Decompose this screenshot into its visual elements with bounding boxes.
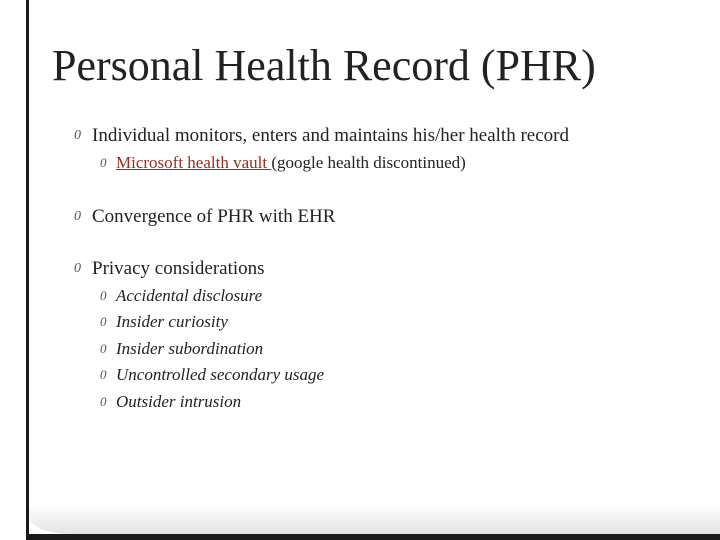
- left-frame-bar: [0, 0, 29, 540]
- list-item-text: Outsider intrusion: [116, 391, 242, 411]
- list-item: [74, 257, 694, 281]
- list-item-text: Accidental disclosure: [116, 285, 263, 305]
- list-item-text: Convergence of PHR with EHR: [92, 205, 336, 227]
- list-item: [74, 309, 694, 336]
- bullet-marker: 0: [100, 367, 107, 382]
- bullet-marker: 0: [74, 260, 81, 276]
- list-item-text: Insider curiosity: [116, 312, 228, 331]
- list-item: [74, 389, 694, 416]
- bullet-marker: 0: [100, 340, 107, 356]
- list-item: [74, 150, 694, 177]
- list-item: [74, 336, 694, 363]
- bullet-marker: 0: [74, 208, 81, 224]
- list-item-text: Insider subordination: [116, 338, 264, 358]
- microsoft-health-vault-link[interactable]: Microsoft health vault: [116, 153, 272, 172]
- list-item-text: (google health discontinued): [271, 153, 466, 172]
- bullet-marker: 0: [74, 128, 81, 143]
- bullet-list: [74, 124, 694, 415]
- list-item: [74, 283, 694, 310]
- bullet-marker: 0: [100, 287, 107, 303]
- list-item-text: Individual monitors, enters and maintains his/her health record: [92, 125, 569, 146]
- bullet-marker: 0: [100, 155, 107, 170]
- list-item-text: Uncontrolled secondary usage: [116, 365, 325, 384]
- list-item: [74, 124, 694, 148]
- slide-title: Personal Health Record (PHR): [52, 41, 596, 90]
- bullet-marker: 0: [100, 314, 107, 329]
- list-item: [74, 362, 694, 389]
- list-item-text: Privacy considerations: [92, 257, 265, 279]
- page-curl-shadow: [29, 504, 720, 534]
- list-item: [74, 205, 694, 229]
- bullet-marker: 0: [100, 393, 107, 409]
- bottom-frame-bar: [26, 534, 720, 540]
